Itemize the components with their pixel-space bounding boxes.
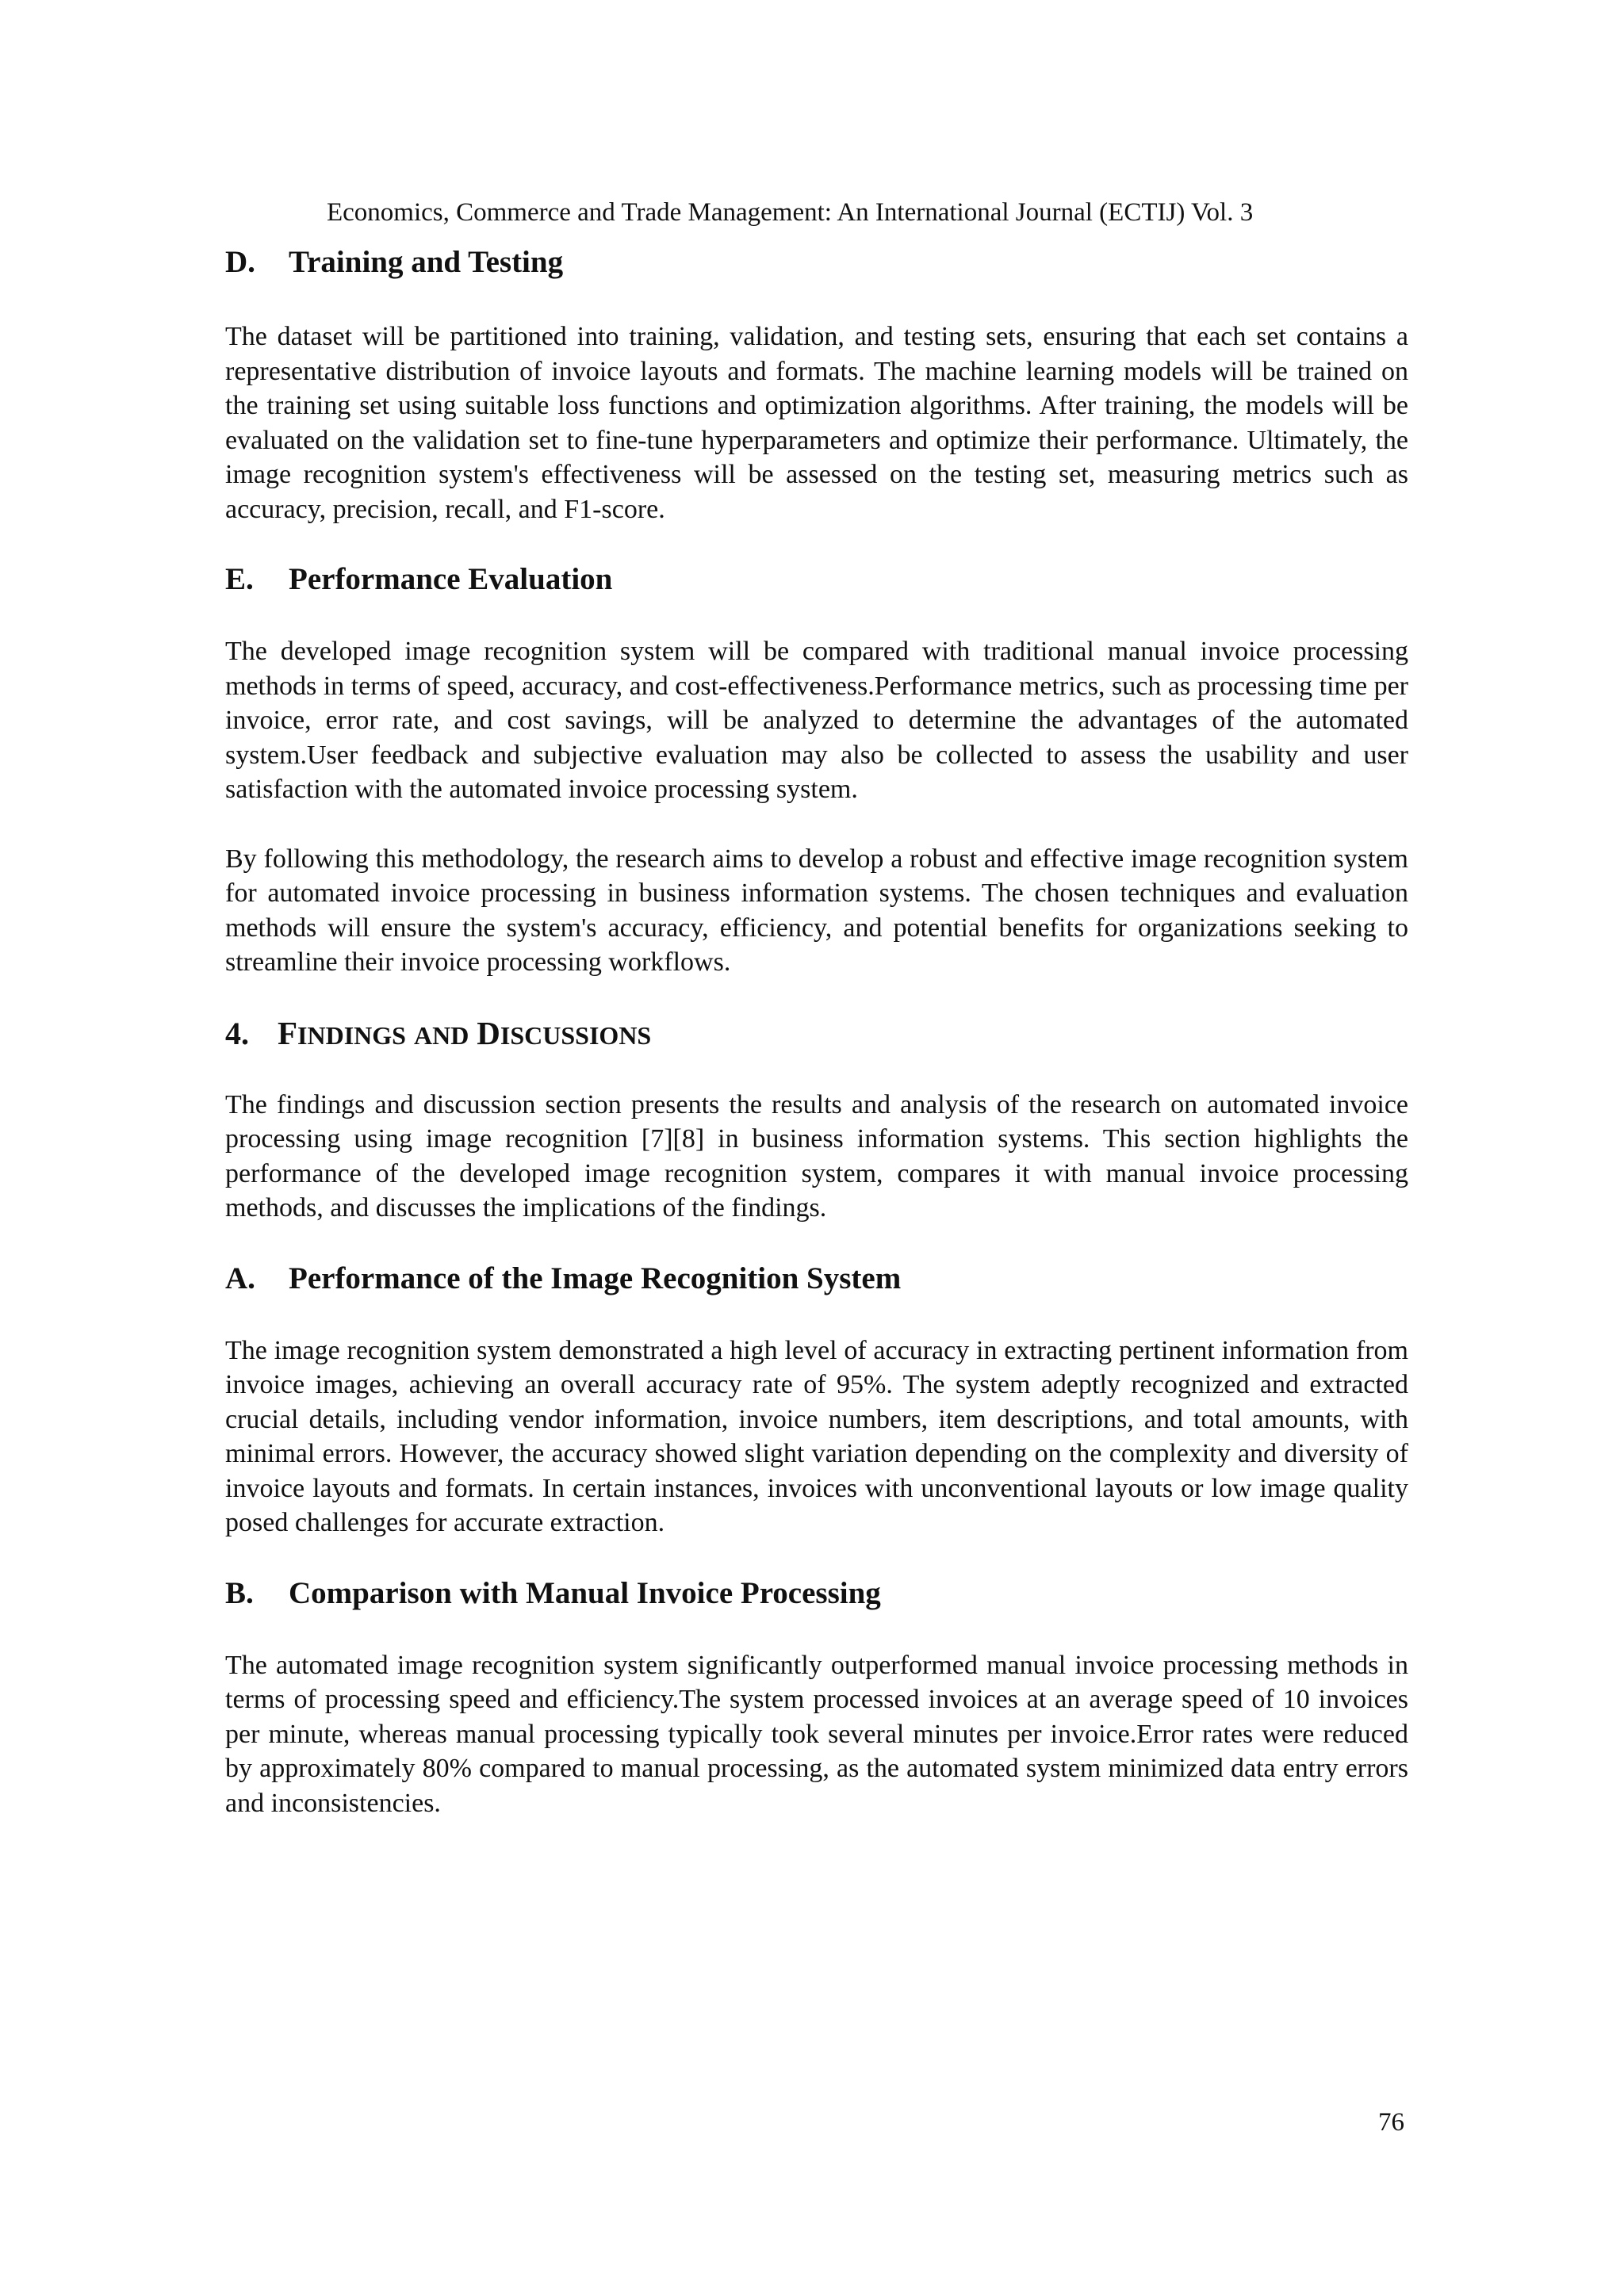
- section-title: Comparison with Manual Invoice Processing: [289, 1575, 881, 1610]
- main-heading-findings-discussions: [225, 1013, 1408, 1055]
- section-number: 4.: [225, 1015, 249, 1051]
- section-letter: B.: [225, 1575, 254, 1610]
- section-title: Performance Evaluation: [289, 562, 613, 596]
- section-heading-training-testing: [225, 243, 1408, 282]
- section-letter: D.: [225, 245, 255, 279]
- main-heading-title: FINDINGS AND DISCUSSIONS: [278, 1014, 652, 1051]
- paragraph-performance-evaluation-2: By following this methodology, the research aims to develop a robust and effective image recognition system for automated invoice processing in business information systems. The chosen techniques and evaluation methods will ensure the system's accuracy, efficiency, and potential benefits for organizations seeking to streamline their invoice processing workflows.: [225, 844, 1408, 977]
- paragraph-image-recognition-performance: The image recognition system demonstrated a high level of accuracy in extracting pertinent information from invoice images, achieving an overall accuracy rate of 95%. The system adeptly recognized and extracted crucial details, including vendor information, invoice numbers, item descriptions, and total amounts, with minimal errors. However, the accuracy showed slight variation depending on the complexity and diversity of invoice layouts and formats. In certain instances, invoices with unconventional layouts or low image quality posed challenges for accurate extraction.: [225, 1335, 1408, 1537]
- paragraph-manual-comparison: The automated image recognition system significantly outperformed manual invoice processing methods in terms of processing speed and efficiency.The system processed invoices at an average speed of 10 invoices per minute, whereas manual processing typically took several minutes per invoice.Error rates were reduced by approximately 80% compared to manual processing, as the automated system minimized data entry errors and inconsistencies.: [225, 1650, 1408, 1818]
- page-number: 76: [1378, 2108, 1404, 2137]
- section-heading-manual-comparison: [225, 1574, 1408, 1613]
- running-header: Economics, Commerce and Trade Management: An International Journal (ECTIJ) Vol. 3: [327, 198, 1254, 227]
- paragraph-findings-intro: The findings and discussion section presents the results and analysis of the research on automated invoice processing using image recognition [7][8] in business information systems. This section highlights the performance of the developed image recognition system, compares it with manual invoice processing methods, and discusses the implications of the findings.: [225, 1089, 1408, 1223]
- section-heading-performance-evaluation: [225, 560, 1408, 599]
- section-title: Performance of the Image Recognition System: [289, 1261, 902, 1295]
- section-letter: A.: [225, 1261, 255, 1295]
- page-body: [225, 243, 1408, 1820]
- section-letter: E.: [225, 562, 254, 596]
- section-title: Training and Testing: [289, 245, 564, 279]
- paragraph-performance-evaluation-1: The developed image recognition system will be compared with traditional manual invoice processing methods in terms of speed, accuracy, and cost-effectiveness.Performance metrics, such as processing time per invoice, error rate, and cost savings, will be analyzed to determine the advantages of the automated system.User feedback and subjective evaluation may also be collected to assess the usability and user satisfaction with the automated invoice processing system.: [225, 637, 1408, 804]
- section-heading-image-recognition-performance: [225, 1259, 1408, 1299]
- paragraph-training-testing: The dataset will be partitioned into training, validation, and testing sets, ensuring that each set contains a representative distribution of invoice layouts and formats. The machine learning models will be trained on the training set using suitable loss functions and optimization algorithms. After training, the models will be evaluated on the validation set to fine-tune hyperparameters and optimize their performance. Ultimately, the image recognition system's effectiveness will be assessed on the testing set, measuring metrics such as accuracy, precision, recall, and F1-score.: [225, 322, 1408, 524]
